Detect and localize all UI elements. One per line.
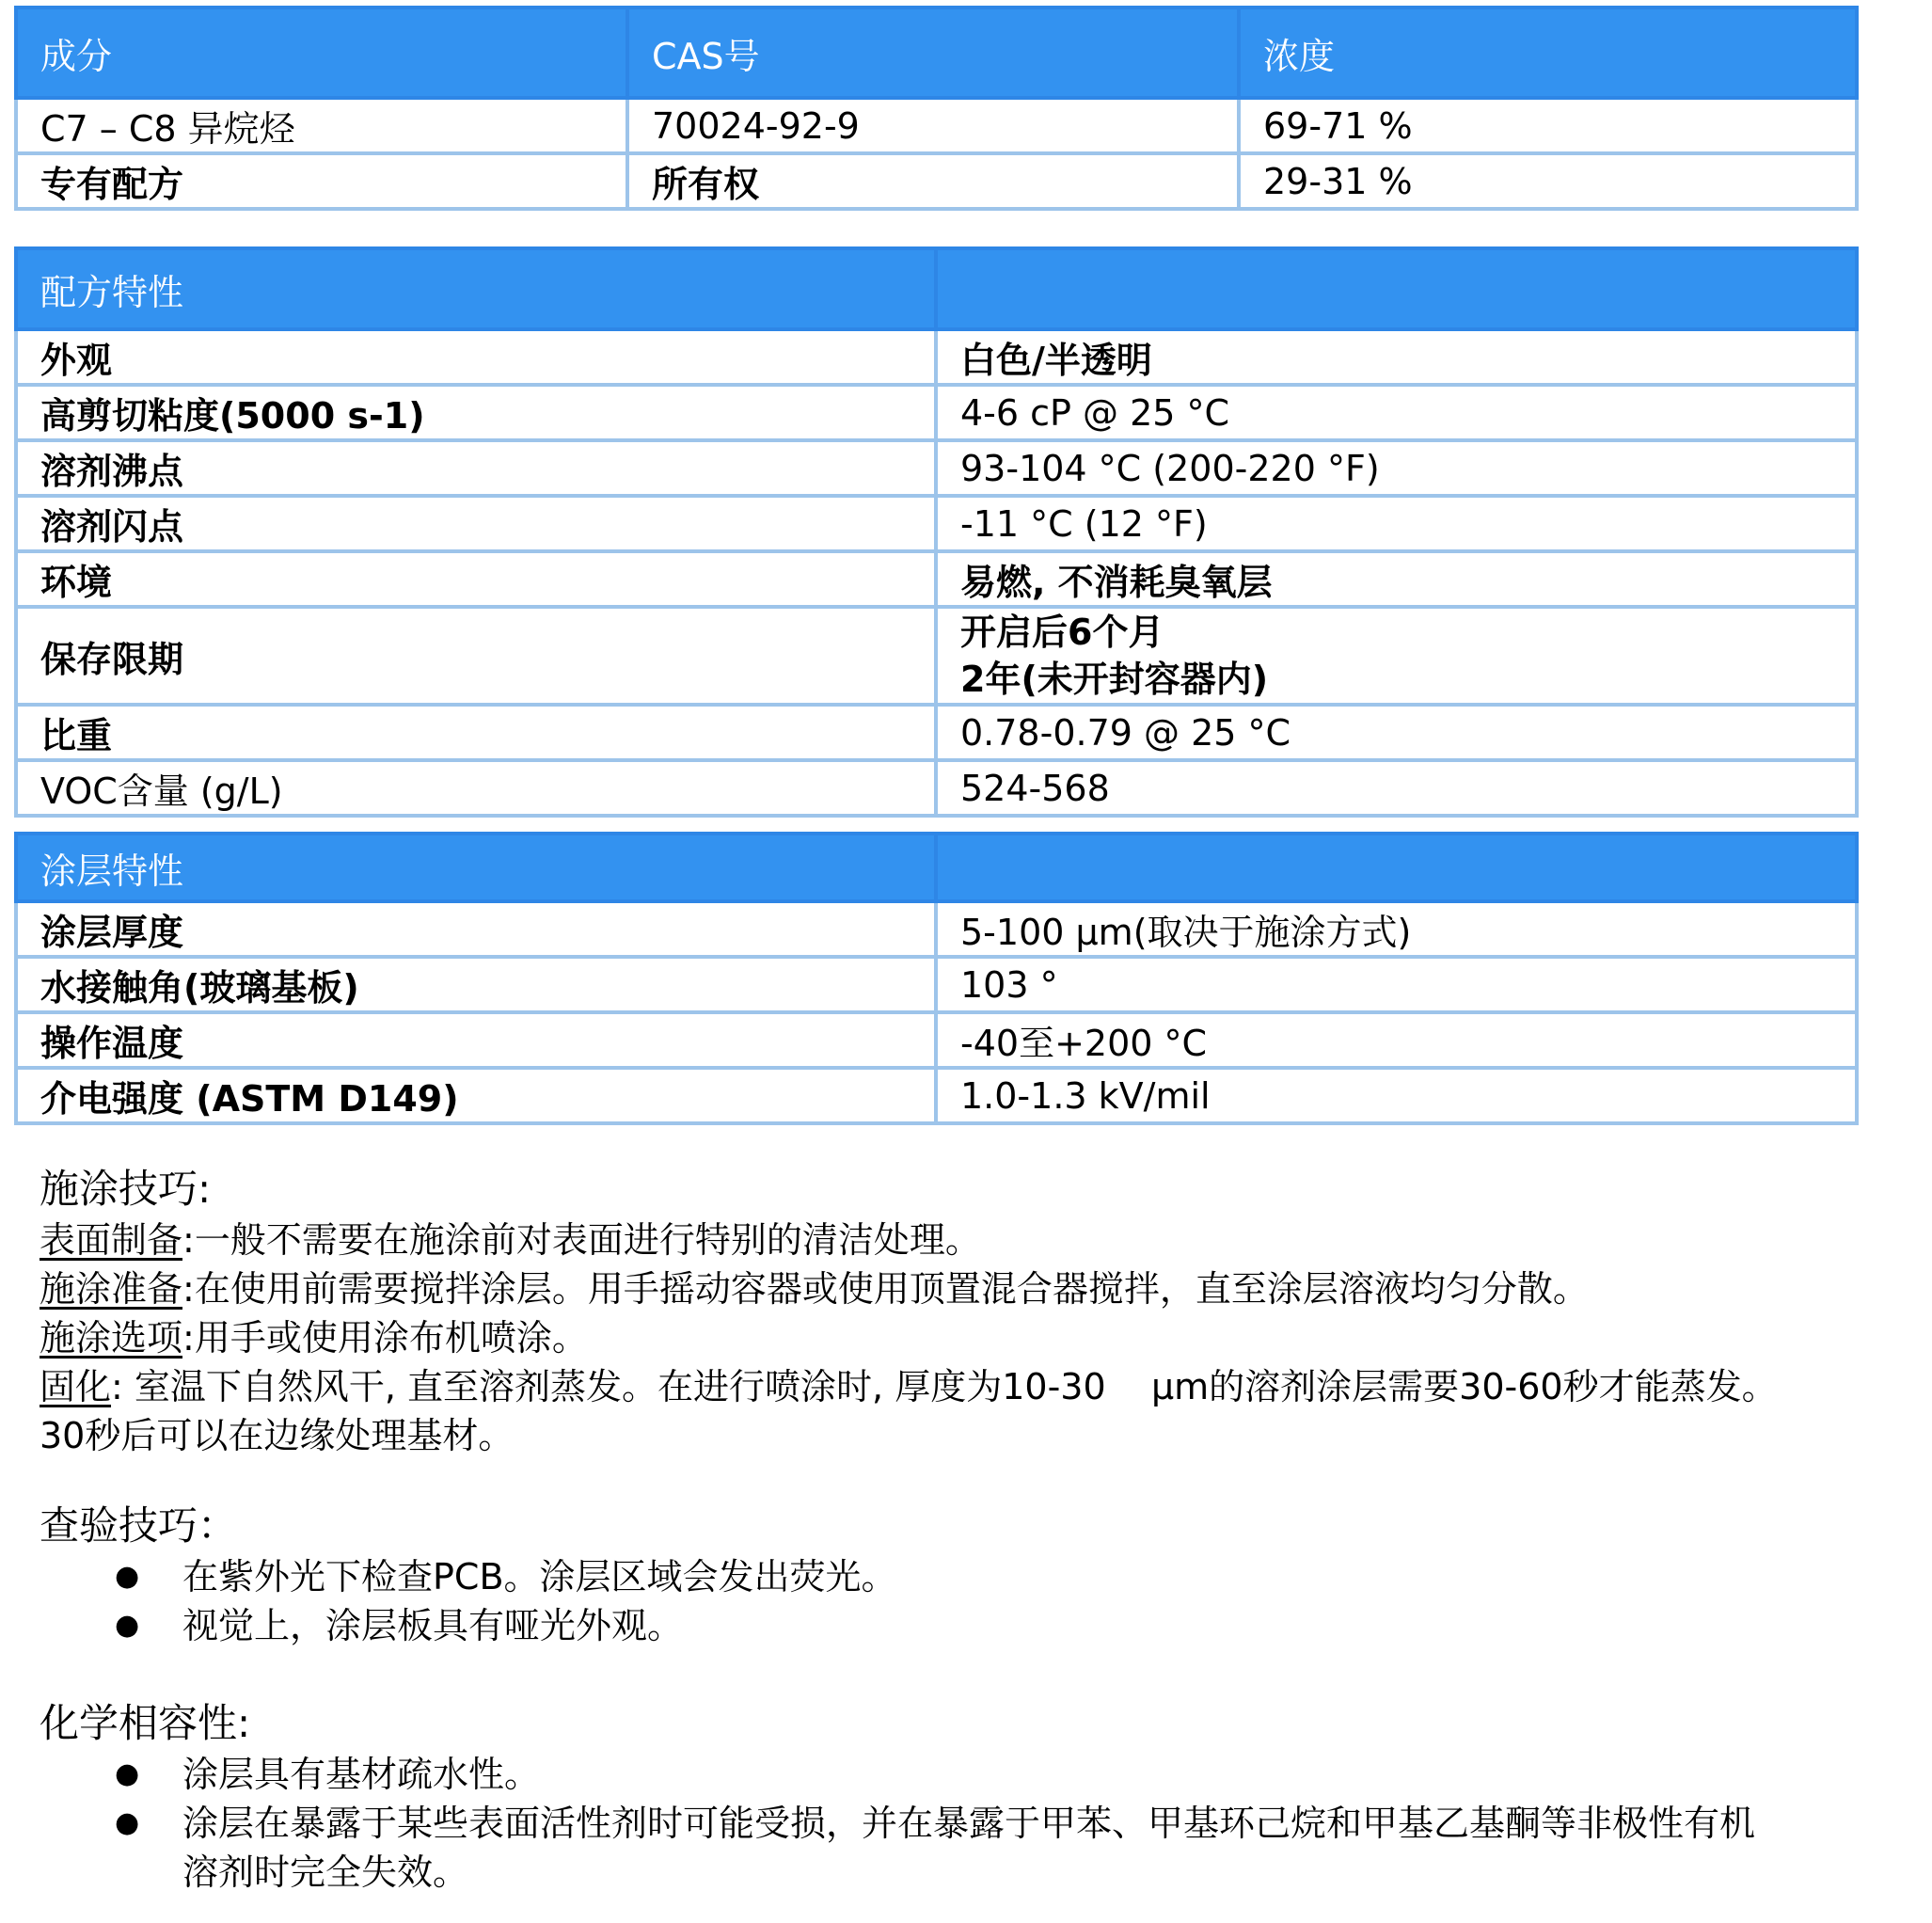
inspection-tips-section: [40, 1500, 897, 1650]
header-cell-concentration: 浓度: [1239, 8, 1857, 98]
property-label: 溶剂沸点: [16, 440, 936, 496]
bullet-icon: ●: [115, 1609, 140, 1642]
tip-text: : 室温下自然风干, 直至溶剂蒸发。在进行喷涂时, 厚度为10-30 μm的溶剂涂层需要30-60秒才能蒸发。: [111, 1366, 1778, 1407]
property-label: 保存限期: [16, 607, 936, 705]
table-row: [16, 385, 1857, 440]
table-row: [16, 1068, 1857, 1123]
shelf-life-line-2: 2年(未开封容器内): [960, 659, 1269, 700]
property-value: 103 °: [936, 957, 1857, 1012]
property-value: 93-104 °C (200-220 °F): [936, 440, 1857, 496]
property-value: 白色/半透明: [936, 329, 1857, 385]
table-row: [16, 901, 1857, 957]
table-row: [16, 551, 1857, 607]
cell-cas: 70024-92-9: [627, 98, 1239, 153]
bullet-line-1: 涂层在暴露于某些表面活性剂时可能受损，并在暴露于甲苯、甲基环己烷和甲基乙基酮等非极性有机: [182, 1803, 1756, 1844]
property-label: 比重: [16, 705, 936, 760]
list-item: ● 涂层具有基材疏水性。: [40, 1750, 1755, 1799]
tip-term: 施涂选项: [40, 1317, 183, 1359]
header-cell-cas: CAS号: [627, 8, 1239, 98]
cell-cas: 所有权: [627, 153, 1239, 209]
table-header-row: [16, 8, 1857, 98]
property-label: 操作温度: [16, 1012, 936, 1068]
list-item: ● 在紫外光下检查PCB。涂层区域会发出荧光。: [40, 1552, 897, 1601]
ingredients-table: [14, 6, 1859, 211]
cell-ingredient: 专有配方: [16, 153, 627, 209]
property-value: 0.78-0.79 @ 25 °C: [936, 705, 1857, 760]
table-header-row: [16, 834, 1857, 901]
property-label: 高剪切粘度(5000 s-1): [16, 385, 936, 440]
table-row: [16, 1012, 1857, 1068]
bullet-line-2: 溶剂时完全失效。: [182, 1851, 469, 1893]
property-label: 涂层厚度: [16, 901, 936, 957]
table-header-row: [16, 248, 1857, 329]
property-value: -11 °C (12 °F): [936, 496, 1857, 551]
bullet-icon: ●: [115, 1757, 140, 1790]
table-row: [16, 760, 1857, 816]
tip-application-prep: [40, 1264, 1778, 1313]
table-row: [16, 440, 1857, 496]
application-tips-section: [40, 1163, 1778, 1460]
table-row: [16, 607, 1857, 705]
property-value: 1.0-1.3 kV/mil: [936, 1068, 1857, 1123]
list-item: [40, 1799, 1755, 1897]
table-row: [16, 705, 1857, 760]
table-row: [16, 329, 1857, 385]
formulation-properties-table: [14, 246, 1859, 818]
table-row: [16, 153, 1857, 209]
cell-concentration: 29-31 %: [1239, 153, 1857, 209]
property-label: 环境: [16, 551, 936, 607]
property-value: 524-568: [936, 760, 1857, 816]
tip-text: :一般不需要在施涂前对表面进行特别的清洁处理。: [182, 1219, 981, 1261]
cell-concentration: 69-71 %: [1239, 98, 1857, 153]
shelf-life-line-1: 开启后6个月: [960, 612, 1164, 653]
property-value: 易燃, 不消耗臭氧层: [936, 551, 1857, 607]
tip-curing-continuation: 30秒后可以在边缘处理基材。: [40, 1415, 515, 1456]
section-heading: 查验技巧：: [40, 1502, 238, 1549]
tip-application-options: [40, 1313, 1778, 1362]
header-cell-ingredient: 成分: [16, 8, 627, 98]
property-value: 5-100 μm(取决于施涂方式): [936, 901, 1857, 957]
property-value: [936, 607, 1857, 705]
chemical-compatibility-section: [40, 1697, 1755, 1897]
inspection-list: [40, 1552, 897, 1650]
property-label: 介电强度 (ASTM D149): [16, 1068, 936, 1123]
cell-ingredient: C7 – C8 异烷烃: [16, 98, 627, 153]
table-row: [16, 957, 1857, 1012]
header-cell-coating: 涂层特性: [16, 834, 936, 901]
property-label: 外观: [16, 329, 936, 385]
bullet-icon: ●: [115, 1806, 140, 1839]
tip-surface-prep: [40, 1216, 1778, 1264]
section-heading: 施涂技巧:: [40, 1166, 212, 1212]
property-label: VOC含量 (g/L): [16, 760, 936, 816]
tip-curing: [40, 1362, 1778, 1411]
tip-text: :用手或使用涂布机喷涂。: [182, 1317, 588, 1359]
header-cell-formulation: 配方特性: [16, 248, 936, 329]
coating-properties-table: [14, 832, 1859, 1125]
list-item: ● 视觉上，涂层板具有哑光外观。: [40, 1601, 897, 1650]
section-heading: 化学相容性:: [40, 1700, 251, 1746]
header-cell-empty: [936, 248, 1857, 329]
property-label: 水接触角(玻璃基板): [16, 957, 936, 1012]
header-cell-empty: [936, 834, 1857, 901]
compatibility-list: [40, 1750, 1755, 1897]
tip-term: 表面制备: [40, 1219, 183, 1261]
tip-term: 固化: [40, 1366, 112, 1407]
tip-text: :在使用前需要搅拌涂层。用手摇动容器或使用顶置混合器搅拌，直至涂层溶液均匀分散。: [182, 1268, 1589, 1310]
table-row: [16, 98, 1857, 153]
property-label: 溶剂闪点: [16, 496, 936, 551]
property-value: -40至+200 °C: [936, 1012, 1857, 1068]
table-row: [16, 496, 1857, 551]
property-value: 4-6 cP @ 25 °C: [936, 385, 1857, 440]
tip-term: 施涂准备: [40, 1268, 183, 1310]
bullet-icon: ●: [115, 1560, 140, 1593]
